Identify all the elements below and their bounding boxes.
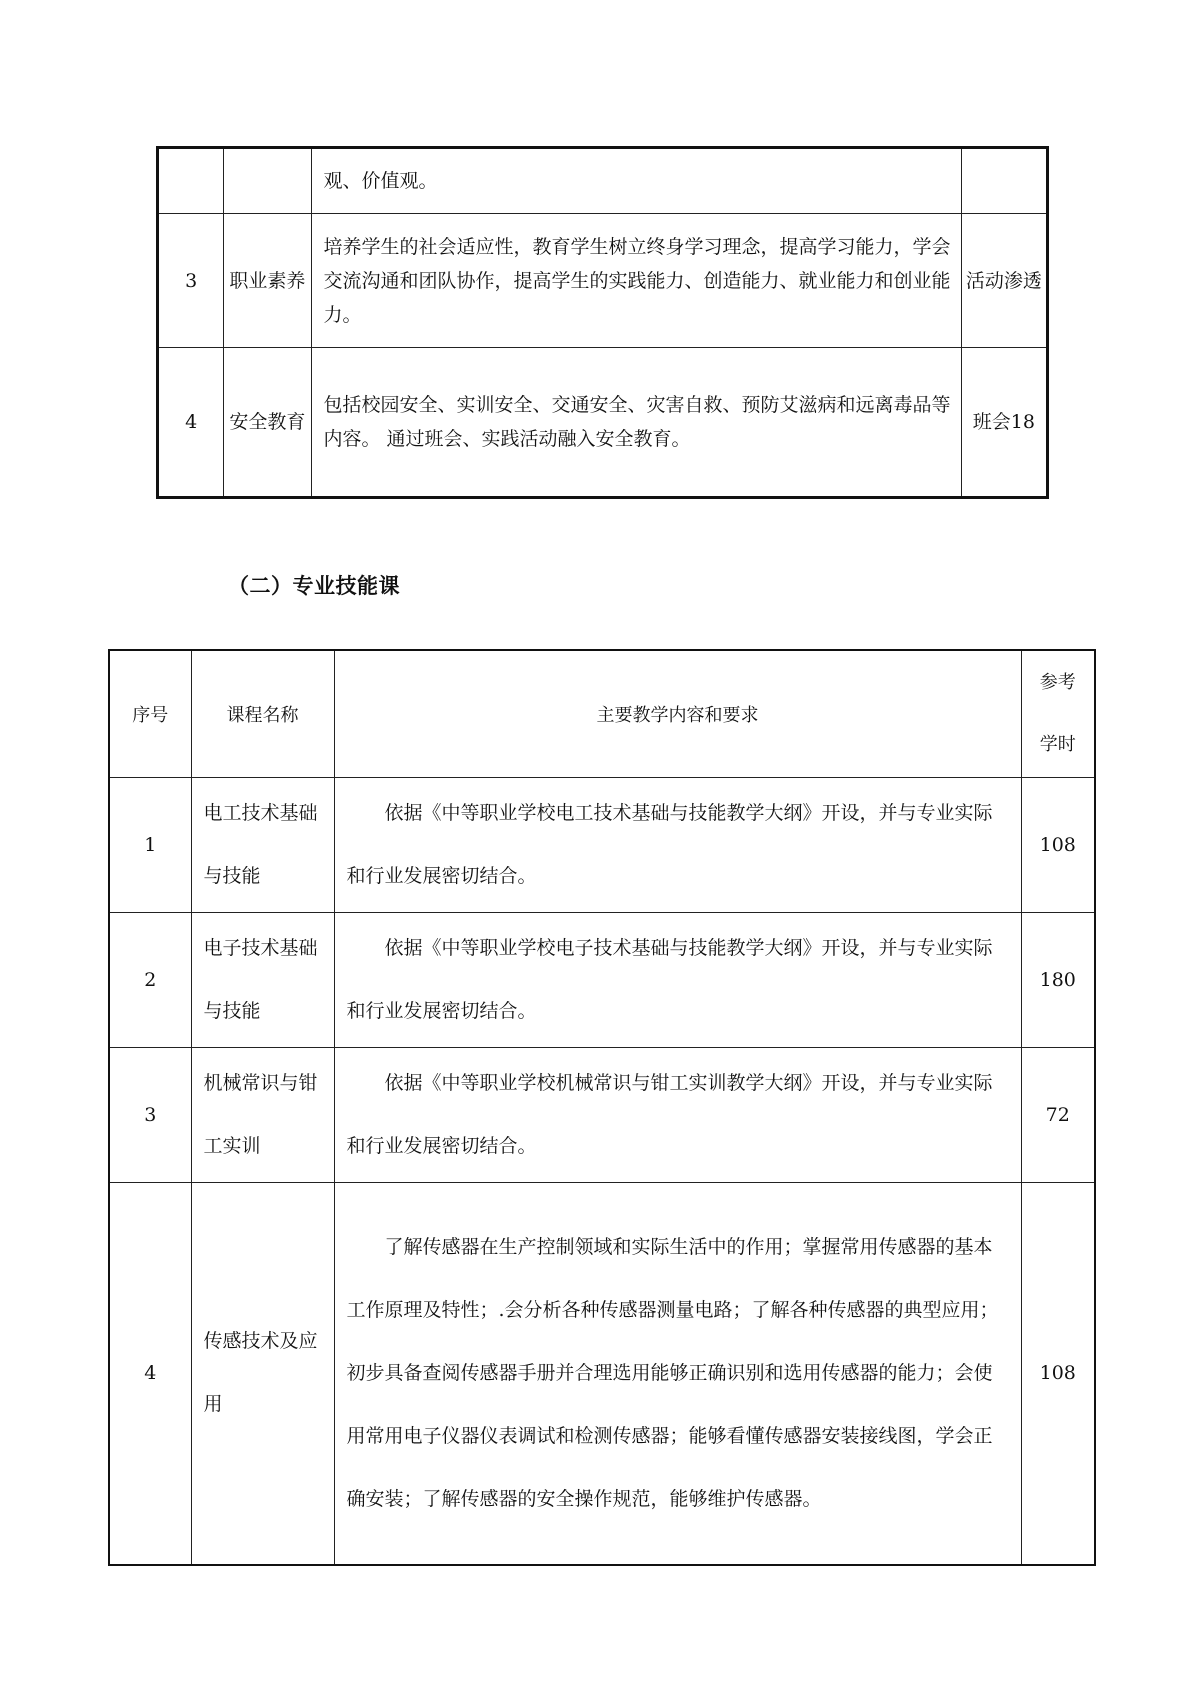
course-content: 培养学生的社会适应性，教育学生树立终身学习理念，提高学习能力，学会交流沟通和团队协作，提高学生的实践能力、创造能力、就业能力和创业能力。 xyxy=(311,214,961,348)
course-name: 职业素养 xyxy=(224,214,311,348)
table-row xyxy=(109,1047,1095,1182)
course-name: 传感技术及应用 xyxy=(191,1182,334,1565)
header-course-name: 课程名称 xyxy=(191,650,334,777)
course-hours: 108 xyxy=(1021,1182,1095,1565)
course-name: 安全教育 xyxy=(224,348,311,498)
table-row xyxy=(109,1182,1095,1565)
header-hours: 参考学时 xyxy=(1021,650,1095,777)
course-name: 电子技术基础与技能 xyxy=(191,912,334,1047)
header-number: 序号 xyxy=(109,650,191,777)
row-number: 4 xyxy=(109,1182,191,1565)
table-header-row xyxy=(109,650,1095,777)
row-number: 3 xyxy=(109,1047,191,1182)
course-hours xyxy=(961,148,1047,214)
course-content: 观、价值观。 xyxy=(311,148,961,214)
course-content: 依据《中等职业学校电工技术基础与技能教学大纲》开设，并与专业实际和行业发展密切结合。 xyxy=(334,777,1021,912)
professional-skills-table xyxy=(108,649,1096,1566)
table-row xyxy=(158,214,1048,348)
course-hours: 班会18 xyxy=(961,348,1047,498)
course-hours: 180 xyxy=(1021,912,1095,1047)
moral-education-table-continued xyxy=(156,146,1049,499)
row-number: 3 xyxy=(158,214,224,348)
header-content: 主要教学内容和要求 xyxy=(334,650,1021,777)
row-number xyxy=(158,148,224,214)
row-number: 2 xyxy=(109,912,191,1047)
course-content: 包括校园安全、实训安全、交通安全、灾害自救、预防艾滋病和远离毒品等内容。 通过班会、实践活动融入安全教育。 xyxy=(311,348,961,498)
course-name: 电工技术基础与技能 xyxy=(191,777,334,912)
course-content: 依据《中等职业学校机械常识与钳工实训教学大纲》开设，并与专业实际和行业发展密切结合。 xyxy=(334,1047,1021,1182)
table-row xyxy=(158,148,1048,214)
table-row xyxy=(158,348,1048,498)
table-row xyxy=(109,777,1095,912)
course-content: 依据《中等职业学校电子技术基础与技能教学大纲》开设，并与专业实际和行业发展密切结合。 xyxy=(334,912,1021,1047)
course-name xyxy=(224,148,311,214)
table-row xyxy=(109,912,1095,1047)
row-number: 4 xyxy=(158,348,224,498)
course-content: 了解传感器在生产控制领域和实际生活中的作用；掌握常用传感器的基本工作原理及特性；.会分析各种传感器测量电路；了解各种传感器的典型应用；初步具备查阅传感器手册并合理选用能够正确识别和选用传感器的能力；会使用常用电子仪器仪表调试和检测传感器；能够看懂传感器安装接线图，学会正确安装；了解传感器的安全操作规范，能够维护传感器。 xyxy=(334,1182,1021,1565)
row-number: 1 xyxy=(109,777,191,912)
course-hours: 108 xyxy=(1021,777,1095,912)
course-name: 机械常识与钳工实训 xyxy=(191,1047,334,1182)
course-hours: 活动渗透 xyxy=(961,214,1047,348)
section-heading: （二）专业技能课 xyxy=(228,574,400,598)
course-hours: 72 xyxy=(1021,1047,1095,1182)
